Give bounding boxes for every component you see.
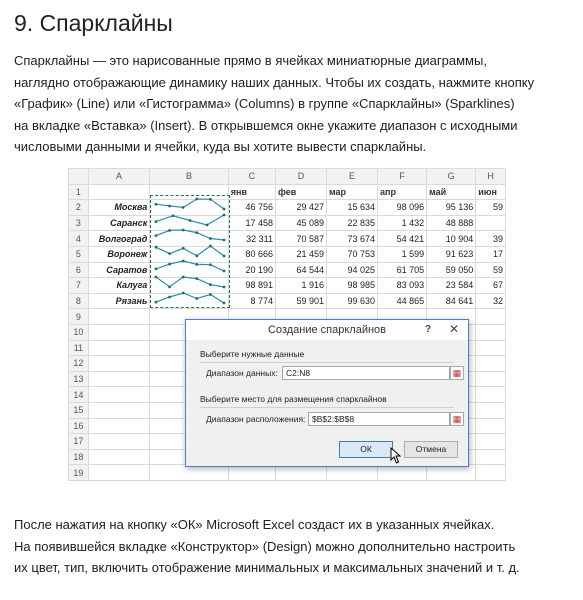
city-cell[interactable]: Калуга [88, 278, 150, 294]
value-cell[interactable]: 39 [476, 231, 506, 247]
table-row [69, 293, 506, 309]
row-header[interactable]: 15 [69, 402, 89, 418]
cell[interactable] [88, 371, 150, 387]
sparkline-marker [155, 220, 158, 223]
sparkline-marker [168, 229, 171, 232]
sparkline [151, 228, 229, 242]
sparkline-line [156, 199, 224, 209]
data-range-label: Диапазон данных: [206, 368, 278, 378]
sparkline-marker [182, 247, 185, 250]
row-header[interactable]: 2 [69, 200, 89, 216]
sparkline-marker [223, 254, 226, 257]
city-cell[interactable]: Волгоград [88, 231, 150, 247]
table-row [69, 184, 506, 200]
month-header-cell[interactable]: фев [275, 184, 326, 200]
month-header-cell[interactable]: янв [228, 184, 275, 200]
month-header-cell[interactable]: апр [378, 184, 427, 200]
sparkline-line [156, 246, 224, 256]
value-cell[interactable]: 45 089 [275, 215, 326, 231]
sparkline-marker [155, 234, 158, 237]
row-header[interactable]: 5 [69, 246, 89, 262]
sparkline-marker [209, 293, 212, 296]
sparkline-marker [195, 263, 198, 266]
sparkline-marker [182, 206, 185, 209]
value-cell[interactable]: 70 753 [326, 246, 377, 262]
row-header[interactable]: 3 [69, 215, 89, 231]
value-cell[interactable]: 59 901 [275, 293, 326, 309]
cell[interactable] [476, 371, 506, 387]
cell[interactable] [378, 465, 427, 481]
intro-line: «График» (Line) или «Гистограмма» (Columns) в группе «Спарклайны» (Sparklines) [14, 96, 515, 111]
sparkline-marker [195, 277, 198, 280]
value-cell[interactable]: 91 623 [427, 246, 476, 262]
row-header[interactable]: 4 [69, 231, 89, 247]
intro-line: на вкладке «Вставка» (Insert). В открывшемся окне укажите диапазон с исходными [14, 117, 518, 133]
range-picker-icon[interactable]: ▦ [450, 366, 464, 380]
sparkline-line [156, 230, 224, 240]
value-cell[interactable]: 32 [476, 293, 506, 309]
value-cell[interactable]: 10 904 [427, 231, 476, 247]
sparkline-marker [168, 263, 171, 266]
value-cell[interactable]: 59 050 [427, 262, 476, 278]
sparkline-marker [182, 276, 185, 279]
cell[interactable] [476, 449, 506, 465]
sparkline-marker [155, 268, 158, 271]
sparkline-marker [195, 198, 198, 201]
sparkline-marker [168, 295, 171, 298]
value-cell[interactable]: 48 888 [427, 215, 476, 231]
sparkline [151, 275, 229, 289]
row-header[interactable]: 16 [69, 418, 89, 434]
value-cell[interactable]: 23 584 [427, 278, 476, 294]
value-cell[interactable]: 99 630 [326, 293, 377, 309]
row-header[interactable]: 11 [69, 340, 89, 356]
cell[interactable] [476, 324, 506, 340]
cell[interactable] [427, 465, 476, 481]
close-icon[interactable]: ✕ [448, 322, 460, 336]
row-header[interactable]: 13 [69, 371, 89, 387]
table-row [69, 465, 506, 481]
cell[interactable] [88, 309, 150, 325]
sparkline [151, 197, 229, 211]
section-data-label: Выберите нужные данные [200, 349, 305, 359]
cell[interactable] [476, 402, 506, 418]
sparkline-marker [209, 244, 212, 247]
row-header[interactable]: 10 [69, 324, 89, 340]
month-header-cell[interactable]: май [427, 184, 476, 200]
city-cell[interactable]: Москва [88, 200, 150, 216]
value-cell[interactable]: 21 459 [275, 246, 326, 262]
sparkline-marker [209, 198, 212, 201]
cell[interactable] [88, 184, 150, 200]
value-cell[interactable]: 44 865 [378, 293, 427, 309]
sparkline-line [156, 293, 224, 303]
value-cell[interactable]: 95 136 [427, 200, 476, 216]
cell[interactable] [88, 402, 150, 418]
article-heading: 9. Спарклайны [14, 10, 173, 36]
outro-line: На появившейся вкладке «Конструктор» (Design) можно дополнительно настроить [14, 538, 516, 554]
value-cell[interactable]: 15 634 [326, 200, 377, 216]
cell[interactable] [88, 387, 150, 403]
range-picker-icon[interactable]: ▦ [450, 412, 464, 426]
row-header[interactable]: 18 [69, 449, 89, 465]
dialog-title[interactable]: Создание спарклайнов [186, 320, 468, 340]
row-header[interactable]: 17 [69, 434, 89, 450]
row-header[interactable]: 6 [69, 262, 89, 278]
cell[interactable] [88, 418, 150, 434]
value-cell[interactable]: 83 093 [378, 278, 427, 294]
intro-paragraph [14, 50, 576, 158]
sparkline-marker [223, 208, 226, 211]
sparkline-marker [223, 239, 226, 242]
cell[interactable] [88, 465, 150, 481]
table-row [69, 262, 506, 278]
column-header[interactable]: A [88, 169, 150, 185]
cell[interactable] [476, 340, 506, 356]
cell[interactable] [88, 356, 150, 372]
value-cell[interactable]: 8 774 [228, 293, 275, 309]
sparkline-marker [155, 246, 158, 249]
cell[interactable] [150, 465, 228, 481]
cell[interactable] [275, 465, 326, 481]
sparkline-marker [182, 291, 185, 294]
city-cell[interactable]: Саранск [88, 215, 150, 231]
row-header[interactable]: 7 [69, 278, 89, 294]
cell[interactable] [88, 340, 150, 356]
value-cell[interactable] [476, 215, 506, 231]
cell[interactable] [476, 387, 506, 403]
value-cell[interactable]: 17 [476, 246, 506, 262]
sparkline-marker [168, 205, 171, 208]
value-cell[interactable]: 59 [476, 200, 506, 216]
ok-button[interactable]: ОК [339, 441, 393, 458]
column-header[interactable]: H [476, 169, 506, 185]
outro-line: их цвет, тип, включить отображение минимальных и максимальных значений и т. д. [14, 560, 520, 575]
sparkline-marker [172, 214, 175, 217]
column-header-row [69, 169, 506, 185]
value-cell[interactable]: 67 [476, 278, 506, 294]
city-cell[interactable]: Саратов [88, 262, 150, 278]
table-row [69, 278, 506, 294]
sparkline-marker [168, 285, 171, 288]
value-cell[interactable]: 61 705 [378, 262, 427, 278]
value-cell[interactable]: 98 985 [326, 278, 377, 294]
row-header[interactable]: 1 [69, 184, 89, 200]
column-header[interactable]: D [275, 169, 326, 185]
create-sparklines-dialog [185, 319, 469, 467]
sparkline-marker [209, 237, 212, 240]
value-cell[interactable]: 17 458 [228, 215, 275, 231]
value-cell[interactable]: 46 756 [228, 200, 275, 216]
sparkline-marker [223, 286, 226, 289]
intro-line: наглядно отображающие динамику наших данных. Чтобы их создать, нажмите кнопку [14, 74, 535, 90]
select-all-corner[interactable] [69, 169, 89, 185]
cell[interactable] [88, 449, 150, 465]
help-icon[interactable]: ? [424, 324, 432, 335]
sparkline-marker [209, 264, 212, 267]
sparkline-marker [189, 219, 192, 222]
cell[interactable] [326, 465, 377, 481]
cell[interactable] [88, 434, 150, 450]
cell[interactable] [476, 309, 506, 325]
value-cell[interactable]: 20 190 [228, 262, 275, 278]
cell[interactable] [476, 434, 506, 450]
intro-line: числовыми данными и ячейки, куда вы хотите вывести спарклайны. [14, 139, 427, 154]
value-cell[interactable]: 84 641 [427, 293, 476, 309]
value-cell[interactable]: 70 587 [275, 231, 326, 247]
sparkline-marker [195, 231, 198, 234]
column-header[interactable]: G [427, 169, 476, 185]
sparkline-marker [195, 297, 198, 300]
table-row [69, 215, 506, 231]
cell[interactable] [476, 356, 506, 372]
section-location-label: Выберите место для размещения спарклайнов [200, 394, 387, 404]
location-range-input[interactable]: $B$2:$B$8 [308, 412, 450, 426]
sparkline [151, 291, 229, 305]
row-header[interactable]: 14 [69, 387, 89, 403]
value-cell[interactable]: 94 025 [326, 262, 377, 278]
data-range-input[interactable]: C2:N8 [282, 366, 450, 380]
sparkline-marker [206, 223, 209, 226]
sparkline-marker [155, 203, 158, 206]
column-header[interactable]: E [326, 169, 377, 185]
sparkline-line [156, 277, 224, 287]
section-divider [200, 407, 454, 408]
cell[interactable] [228, 465, 275, 481]
city-cell[interactable]: Воронеж [88, 246, 150, 262]
outro-line: После нажатия на кнопку «ОК» Microsoft Excel создаст их в указанных ячейках. [14, 517, 495, 532]
cell[interactable] [88, 324, 150, 340]
table-row [69, 200, 506, 216]
value-cell[interactable]: 54 421 [378, 231, 427, 247]
table-row [69, 231, 506, 247]
value-cell[interactable]: 1 916 [275, 278, 326, 294]
excel-screenshot [68, 168, 506, 490]
outro-paragraph [14, 514, 576, 579]
sparkline-marker [182, 260, 185, 263]
sparkline-marker [223, 301, 226, 304]
column-header[interactable]: F [378, 169, 427, 185]
sparkline-marker [223, 213, 226, 216]
sparkline [151, 213, 229, 227]
table-row [69, 246, 506, 262]
column-header[interactable]: B [150, 169, 228, 185]
sparkline [151, 259, 229, 273]
row-header[interactable]: 8 [69, 293, 89, 309]
value-cell[interactable]: 29 427 [275, 200, 326, 216]
mouse-pointer-icon [390, 447, 402, 465]
value-cell[interactable]: 98 891 [228, 278, 275, 294]
value-cell[interactable]: 98 096 [378, 200, 427, 216]
sparkline-marker [155, 300, 158, 303]
sparkline-marker [168, 252, 171, 255]
sparkline-marker [223, 270, 226, 273]
value-cell[interactable]: 22 835 [326, 215, 377, 231]
row-header[interactable]: 19 [69, 465, 89, 481]
city-cell[interactable]: Рязань [88, 293, 150, 309]
value-cell[interactable]: 73 674 [326, 231, 377, 247]
column-header[interactable]: C [228, 169, 275, 185]
row-header[interactable]: 9 [69, 309, 89, 325]
sparkline-marker [182, 229, 185, 232]
intro-line: Спарклайны — это нарисованные прямо в ячейках миниатюрные диаграммы, [14, 53, 487, 68]
month-header-cell[interactable]: мар [326, 184, 377, 200]
sparkline-marker [209, 283, 212, 286]
value-cell[interactable]: 64 544 [275, 262, 326, 278]
value-cell[interactable]: 1 432 [378, 215, 427, 231]
sparkline-line [156, 261, 224, 271]
value-cell[interactable]: 32 311 [228, 231, 275, 247]
row-header[interactable]: 12 [69, 356, 89, 372]
value-cell[interactable]: 59 [476, 262, 506, 278]
section-divider [200, 362, 454, 363]
location-range-label: Диапазон расположения: [206, 414, 306, 424]
cell[interactable] [476, 418, 506, 434]
cancel-button[interactable]: Отмена [404, 441, 458, 458]
value-cell[interactable]: 80 666 [228, 246, 275, 262]
cell[interactable] [476, 465, 506, 481]
sparkline-marker [195, 254, 198, 257]
value-cell[interactable]: 1 599 [378, 246, 427, 262]
sparkline [151, 244, 229, 258]
sparkline-marker [155, 276, 158, 279]
month-header-cell[interactable]: июн [476, 184, 506, 200]
